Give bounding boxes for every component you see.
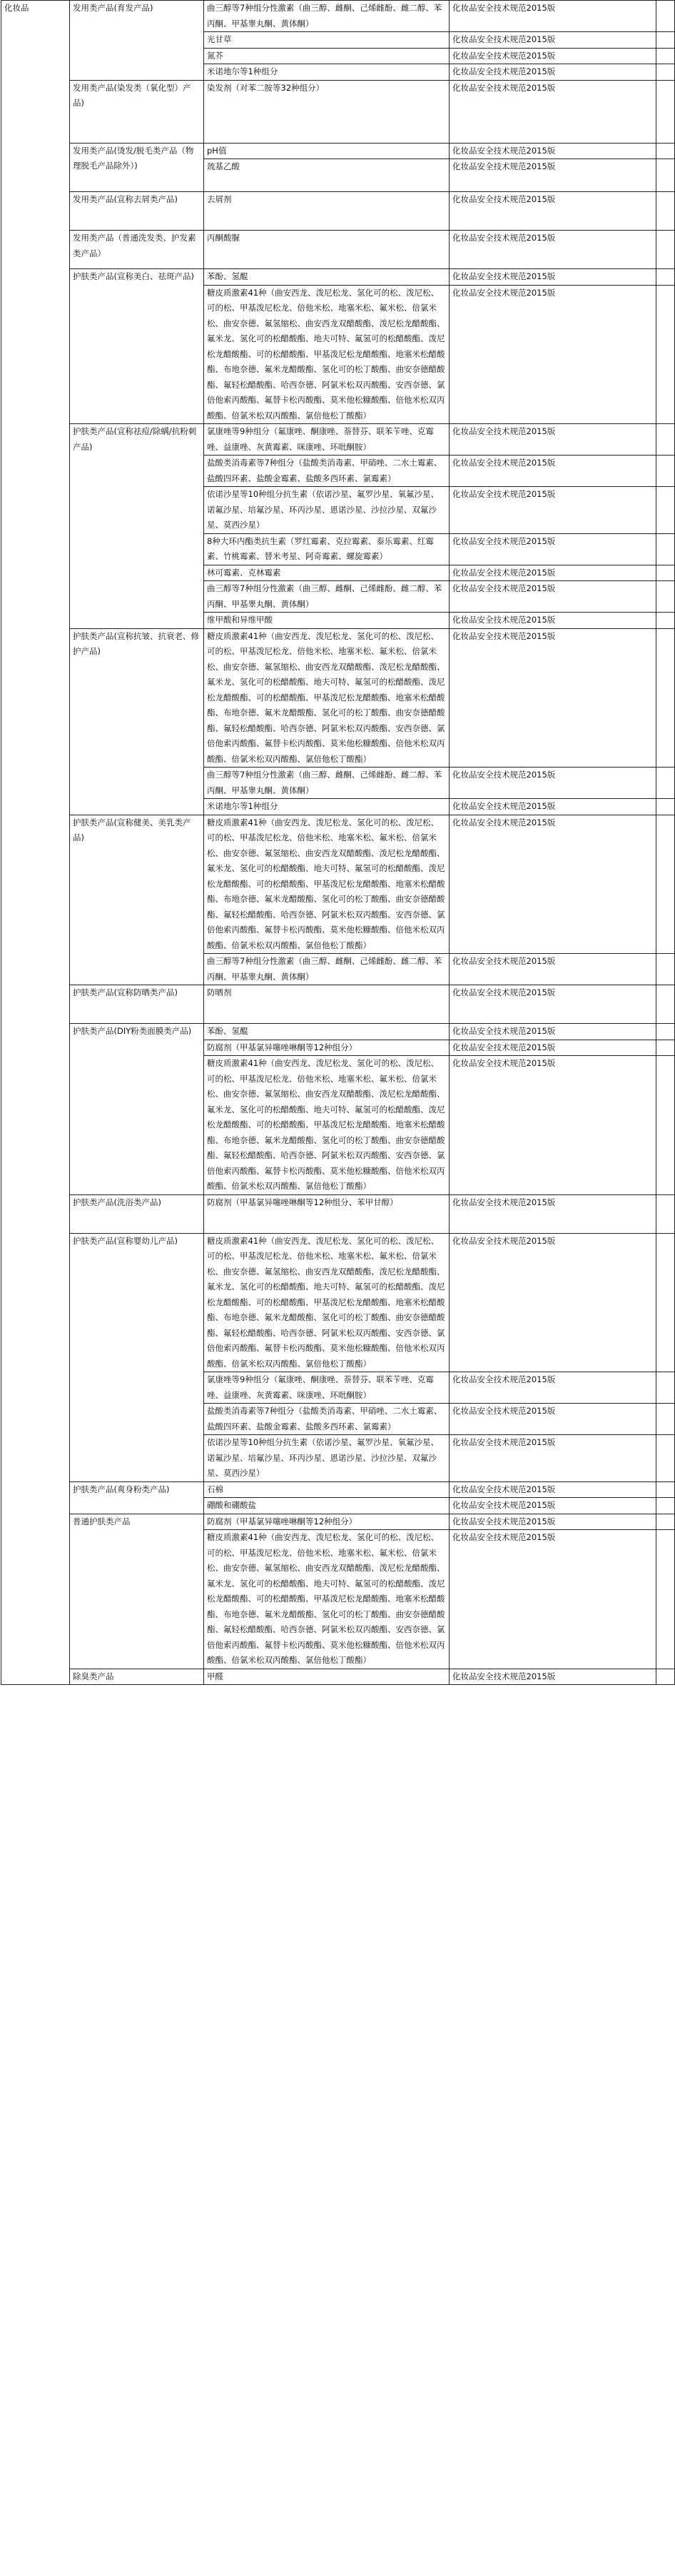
- standard-cell: 化妆品安全技术规范2015版: [450, 533, 656, 565]
- item-cell: 维甲酸和异维甲酸: [204, 613, 450, 629]
- blank-cell: [656, 1233, 675, 1372]
- item-cell: 糖皮质激素41种（曲安西龙、泼尼松龙、氢化可的松、泼尼松、可的松、甲基泼尼松龙、倍他米松、地塞米松、氟米松、倍氯米松、曲安奈德、氟氢缩松、曲安西龙双醋酸酯、泼尼松龙醋酸酯、氟米龙、氢化可的松醋酸酯、地夫可特、氟氢可的松醋酸酯、泼尼松龙醋酸酯、可的松醋酸酯、甲基泼尼松龙醋酸酯、地塞米松醋酸酯、布地奈德、氟米龙醋酸酯、氢化可的松丁酸酯、曲安奈德醋酸酯、氟轻松醋酸酯、哈西奈德、阿氯米松双丙酸酯、安西奈德、氯倍他索丙酸酯、氟替卡松丙酸酯、莫米他松糠酸酯、倍他米松双丙酸酯、倍氯米松双丙酸酯、氯倍他松丁酸酯）: [204, 1233, 450, 1372]
- standard-cell: 化妆品安全技术规范2015版: [450, 64, 656, 81]
- blank-cell: [656, 487, 675, 534]
- blank-cell: [656, 159, 675, 192]
- standard-cell: 化妆品安全技术规范2015版: [450, 1, 656, 32]
- item-cell: 盐酸类消毒素等7种组分（盐酸类消毒素、甲硝唑、二水土霉素、盐酸四环素、盐酸金霉素、盐酸多西环素、氯霉素）: [204, 1404, 450, 1435]
- item-cell: 苯酚、氢醌: [204, 269, 450, 286]
- item-cell: 依诺沙星等10种组分抗生素（依诺沙星、氟罗沙星、氧氟沙星、诺氟沙星、培氟沙星、环丙沙星、恩诺沙星、沙拉沙星、双氟沙星、莫西沙星）: [204, 1435, 450, 1482]
- product-type-cell: 护肤类产品(宣称美白、祛斑产品): [70, 269, 204, 424]
- product-type-cell: 护肤类产品(宣称祛痘/除螨/抗粉刺产品): [70, 424, 204, 629]
- standard-cell: 化妆品安全技术规范2015版: [450, 424, 656, 456]
- blank-cell: [656, 1435, 675, 1482]
- item-cell: 糖皮质激素41种（曲安西龙、泼尼松龙、氢化可的松、泼尼松、可的松、甲基泼尼松龙、倍他米松、地塞米松、氟米松、倍氯米松、曲安奈德、氟氢缩松、曲安西龙双醋酸酯、泼尼松龙醋酸酯、氟米龙、氢化可的松醋酸酯、地夫可特、氟氢可的松醋酸酯、泼尼松龙醋酸酯、可的松醋酸酯、甲基泼尼松龙醋酸酯、地塞米松醋酸酯、布地奈德、氟米龙醋酸酯、氢化可的松丁酸酯、曲安奈德醋酸酯、氟轻松醋酸酯、哈西奈德、阿氯米松双丙酸酯、安西奈德、氯倍他索丙酸酯、氟替卡松丙酸酯、莫米他松糠酸酯、倍他米松双丙酸酯、倍氯米松双丙酸酯、氯倍他松丁酸酯）: [204, 285, 450, 424]
- blank-cell: [656, 231, 675, 269]
- standard-cell: 化妆品安全技术规范2015版: [450, 613, 656, 629]
- standard-cell: 化妆品安全技术规范2015版: [450, 80, 656, 143]
- item-cell: 糖皮质激素41种（曲安西龙、泼尼松龙、氢化可的松、泼尼松、可的松、甲基泼尼松龙、倍他米松、地塞米松、氟米松、倍氯米松、曲安奈德、氟氢缩松、曲安西龙双醋酸酯、泼尼松龙醋酸酯、氟米龙、氢化可的松醋酸酯、地夫可特、氟氢可的松醋酸酯、泼尼松龙醋酸酯、可的松醋酸酯、甲基泼尼松龙醋酸酯、地塞米松醋酸酯、布地奈德、氟米龙醋酸酯、氢化可的松丁酸酯、曲安奈德醋酸酯、氟轻松醋酸酯、哈西奈德、阿氯米松双丙酸酯、安西奈德、氯倍他索丙酸酯、氟替卡松丙酸酯、莫米他松糠酸酯、倍他米松双丙酸酯、倍氯米松双丙酸酯、氯倍他松丁酸酯）: [204, 815, 450, 954]
- item-cell: 曲三醇等7种组分性激素（曲三醇、雌酮、己烯雌酚、雌二醇、苯丙酮、甲基睾丸酮、黄体酮）: [204, 768, 450, 799]
- blank-cell: [656, 768, 675, 799]
- blank-cell: [656, 1530, 675, 1669]
- product-type-cell: 护肤类产品(宣称健美、美乳类产品): [70, 815, 204, 985]
- blank-cell: [656, 581, 675, 613]
- blank-cell: [656, 1481, 675, 1498]
- blank-cell: [656, 613, 675, 629]
- standard-cell: 化妆品安全技术规范2015版: [450, 581, 656, 613]
- category-cell: 化妆品: [1, 1, 70, 1685]
- product-type-cell: 发用类产品(烫发/脱毛类产品（物理脱毛产品除外）): [70, 143, 204, 192]
- blank-cell: [656, 80, 675, 143]
- blank-cell: [656, 48, 675, 64]
- inspection-standard-table: [1, 0, 675, 1685]
- product-type-cell: 发用类产品(育发产品): [70, 1, 204, 81]
- item-cell: 氯康唑等9种组分（氟康唑、酮康唑、萘替芬、联苯苄唑、克霉唑、益康唑、灰黄霉素、咪康唑、环吡酮胺）: [204, 1372, 450, 1404]
- standard-cell: 化妆品安全技术规范2015版: [450, 456, 656, 487]
- product-type-cell: 除臭类产品: [70, 1669, 204, 1685]
- blank-cell: [656, 285, 675, 424]
- item-cell: 糖皮质激素41种（曲安西龙、泼尼松龙、氢化可的松、泼尼松、可的松、甲基泼尼松龙、倍他米松、地塞米松、氟米松、倍氯米松、曲安奈德、氟氢缩松、曲安西龙双醋酸酯、泼尼松龙醋酸酯、氟米龙、氢化可的松醋酸酯、地夫可特、氟氢可的松醋酸酯、泼尼松龙醋酸酯、可的松醋酸酯、甲基泼尼松龙醋酸酯、地塞米松醋酸酯、布地奈德、氟米龙醋酸酯、氢化可的松丁酸酯、曲安奈德醋酸酯、氟轻松醋酸酯、哈西奈德、阿氯米松双丙酸酯、安西奈德、氯倍他索丙酸酯、氟替卡松丙酸酯、莫米他松糠酸酯、倍他米松双丙酸酯、倍氯米松双丙酸酯、氯倍他松丁酸酯）: [204, 1530, 450, 1669]
- item-cell: 糖皮质激素41种（曲安西龙、泼尼松龙、氢化可的松、泼尼松、可的松、甲基泼尼松龙、倍他米松、地塞米松、氟米松、倍氯米松、曲安奈德、氟氢缩松、曲安西龙双醋酸酯、泼尼松龙醋酸酯、氟米龙、氢化可的松醋酸酯、地夫可特、氟氢可的松醋酸酯、泼尼松龙醋酸酯、可的松醋酸酯、甲基泼尼松龙醋酸酯、地塞米松醋酸酯、布地奈德、氟米龙醋酸酯、氢化可的松丁酸酯、曲安奈德醋酸酯、氟轻松醋酸酯、哈西奈德、阿氯米松双丙酸酯、安西奈德、氯倍他索丙酸酯、氟替卡松丙酸酯、莫米他松糠酸酯、倍他米松双丙酸酯、倍氯米松双丙酸酯、氯倍他松丁酸酯）: [204, 1056, 450, 1195]
- blank-cell: [656, 32, 675, 49]
- blank-cell: [656, 815, 675, 954]
- standard-cell: 化妆品安全技术规范2015版: [450, 768, 656, 799]
- standard-cell: 化妆品安全技术规范2015版: [450, 143, 656, 159]
- item-cell: 去屑剂: [204, 192, 450, 231]
- blank-cell: [656, 456, 675, 487]
- standard-cell: 化妆品安全技术规范2015版: [450, 487, 656, 534]
- blank-cell: [656, 1024, 675, 1040]
- standard-cell: 化妆品安全技术规范2015版: [450, 269, 656, 286]
- standard-cell: 化妆品安全技术规范2015版: [450, 1514, 656, 1530]
- blank-cell: [656, 1404, 675, 1435]
- blank-cell: [656, 985, 675, 1024]
- item-cell: 染发剂（对苯二胺等32种组分）: [204, 80, 450, 143]
- blank-cell: [656, 565, 675, 581]
- item-cell: 林可霉素、克林霉素: [204, 565, 450, 581]
- blank-cell: [656, 269, 675, 286]
- standard-cell: 化妆品安全技术规范2015版: [450, 1056, 656, 1195]
- blank-cell: [656, 1056, 675, 1195]
- product-type-cell: 护肤类产品(宣称抗皱、抗衰老、修护产品): [70, 628, 204, 815]
- blank-cell: [656, 628, 675, 768]
- product-type-cell: 护肤类产品(爽身粉类产品): [70, 1481, 204, 1514]
- standard-cell: 化妆品安全技术规范2015版: [450, 32, 656, 49]
- item-cell: 甲醛: [204, 1669, 450, 1685]
- standard-cell: 化妆品安全技术规范2015版: [450, 985, 656, 1024]
- blank-cell: [656, 143, 675, 159]
- item-cell: 米诺地尔等1种组分: [204, 799, 450, 815]
- blank-cell: [656, 1, 675, 32]
- item-cell: 石棉: [204, 1481, 450, 1498]
- standard-cell: 化妆品安全技术规范2015版: [450, 1481, 656, 1498]
- blank-cell: [656, 192, 675, 231]
- item-cell: 依诺沙星等10种组分抗生素（依诺沙星、氟罗沙星、氧氟沙星、诺氟沙星、培氟沙星、环丙沙星、恩诺沙星、沙拉沙星、双氟沙星、莫西沙星）: [204, 487, 450, 534]
- standard-cell: 化妆品安全技术规范2015版: [450, 159, 656, 192]
- blank-cell: [656, 1372, 675, 1404]
- blank-cell: [656, 1669, 675, 1685]
- standard-cell: 化妆品安全技术规范2015版: [450, 954, 656, 985]
- item-cell: 氮芥: [204, 48, 450, 64]
- item-cell: 防腐剂（甲基氯异噻唑啉酮等12种组分）: [204, 1514, 450, 1530]
- blank-cell: [656, 424, 675, 456]
- standard-cell: 化妆品安全技术规范2015版: [450, 1194, 656, 1233]
- product-type-cell: 护肤类产品(DIY粉类面膜类产品): [70, 1024, 204, 1195]
- standard-cell: 化妆品安全技术规范2015版: [450, 48, 656, 64]
- product-type-cell: 发用类产品(宣称去屑类产品): [70, 192, 204, 231]
- item-cell: 防腐剂（甲基氯异噻唑啉酮等12种组分）: [204, 1040, 450, 1056]
- item-cell: 曲三醇等7种组分性激素（曲三醇、雌酮、己烯雌酚、雌二醇、苯丙酮、甲基睾丸酮、黄体酮）: [204, 581, 450, 613]
- item-cell: pH值: [204, 143, 450, 159]
- blank-cell: [656, 1194, 675, 1233]
- product-type-cell: 护肤类产品(洗浴类产品): [70, 1194, 204, 1233]
- item-cell: 氯康唑等9种组分（氟康唑、酮康唑、萘替芬、联苯苄唑、克霉唑、益康唑、灰黄霉素、咪康唑、环吡酮胺）: [204, 424, 450, 456]
- blank-cell: [656, 799, 675, 815]
- item-cell: 曲三醇等7种组分性激素（曲三醇、雌酮、己烯雌酚、雌二醇、苯丙酮、甲基睾丸酮、黄体酮）: [204, 954, 450, 985]
- item-cell: 丙酮酸脲: [204, 231, 450, 269]
- product-type-cell: 护肤类产品(宣称婴幼儿产品): [70, 1233, 204, 1481]
- product-type-cell: 发用类产品(染发类（氧化型）产品): [70, 80, 204, 143]
- item-cell: 防晒剂: [204, 985, 450, 1024]
- standard-cell: 化妆品安全技术规范2015版: [450, 1530, 656, 1669]
- standard-cell: 化妆品安全技术规范2015版: [450, 565, 656, 581]
- standard-cell: 化妆品安全技术规范2015版: [450, 628, 656, 768]
- blank-cell: [656, 533, 675, 565]
- item-cell: 米诺地尔等1种组分: [204, 64, 450, 81]
- product-type-cell: 护肤类产品(宣称防晒类产品): [70, 985, 204, 1024]
- blank-cell: [656, 954, 675, 985]
- standard-cell: 化妆品安全技术规范2015版: [450, 1024, 656, 1040]
- item-cell: 盐酸类消毒素等7种组分（盐酸类消毒素、甲硝唑、二水土霉素、盐酸四环素、盐酸金霉素、盐酸多西环素、氯霉素）: [204, 456, 450, 487]
- item-cell: 防腐剂（甲基氯异噻唑啉酮等12种组分、苯甲甘醇）: [204, 1194, 450, 1233]
- standard-cell: 化妆品安全技术规范2015版: [450, 285, 656, 424]
- standard-cell: 化妆品安全技术规范2015版: [450, 1498, 656, 1514]
- product-type-cell: 普通护肤类产品: [70, 1514, 204, 1669]
- product-type-cell: 发用类产品（普通洗发类、护发素类产品）: [70, 231, 204, 269]
- blank-cell: [656, 1498, 675, 1514]
- standard-cell: 化妆品安全技术规范2015版: [450, 1040, 656, 1056]
- item-cell: 曲三醇等7种组分性激素（曲三醇、雌酮、己烯雌酚、雌二醇、苯丙酮、甲基睾丸酮、黄体酮）: [204, 1, 450, 32]
- standard-cell: 化妆品安全技术规范2015版: [450, 1669, 656, 1685]
- standard-cell: 化妆品安全技术规范2015版: [450, 815, 656, 954]
- item-cell: 糖皮质激素41种（曲安西龙、泼尼松龙、氢化可的松、泼尼松、可的松、甲基泼尼松龙、倍他米松、地塞米松、氟米松、倍氯米松、曲安奈德、氟氢缩松、曲安西龙双醋酸酯、泼尼松龙醋酸酯、氟米龙、氢化可的松醋酸酯、地夫可特、氟氢可的松醋酸酯、泼尼松龙醋酸酯、可的松醋酸酯、甲基泼尼松龙醋酸酯、地塞米松醋酸酯、布地奈德、氟米龙醋酸酯、氢化可的松丁酸酯、曲安奈德醋酸酯、氟轻松醋酸酯、哈西奈德、阿氯米松双丙酸酯、安西奈德、氯倍他索丙酸酯、氟替卡松丙酸酯、莫米他松糠酸酯、倍他米松双丙酸酯、倍氯米松双丙酸酯、氯倍他松丁酸酯）: [204, 628, 450, 768]
- item-cell: 苯酚、氢醌: [204, 1024, 450, 1040]
- standard-cell: 化妆品安全技术规范2015版: [450, 192, 656, 231]
- standard-cell: 化妆品安全技术规范2015版: [450, 799, 656, 815]
- blank-cell: [656, 1040, 675, 1056]
- standard-cell: 化妆品安全技术规范2015版: [450, 1372, 656, 1404]
- item-cell: 8种大环内酯类抗生素（罗红霉素、克拉霉素、泰乐霉素、红霉素、竹桃霉素、替米考星、阿奇霉素、螺旋霉素）: [204, 533, 450, 565]
- item-cell: 硼酸和硼酸盐: [204, 1498, 450, 1514]
- item-cell: 光甘草: [204, 32, 450, 49]
- blank-cell: [656, 1514, 675, 1530]
- standard-cell: 化妆品安全技术规范2015版: [450, 1233, 656, 1372]
- standard-cell: 化妆品安全技术规范2015版: [450, 231, 656, 269]
- standard-cell: 化妆品安全技术规范2015版: [450, 1404, 656, 1435]
- blank-cell: [656, 64, 675, 81]
- standard-cell: 化妆品安全技术规范2015版: [450, 1435, 656, 1482]
- item-cell: 巯基乙酸: [204, 159, 450, 192]
